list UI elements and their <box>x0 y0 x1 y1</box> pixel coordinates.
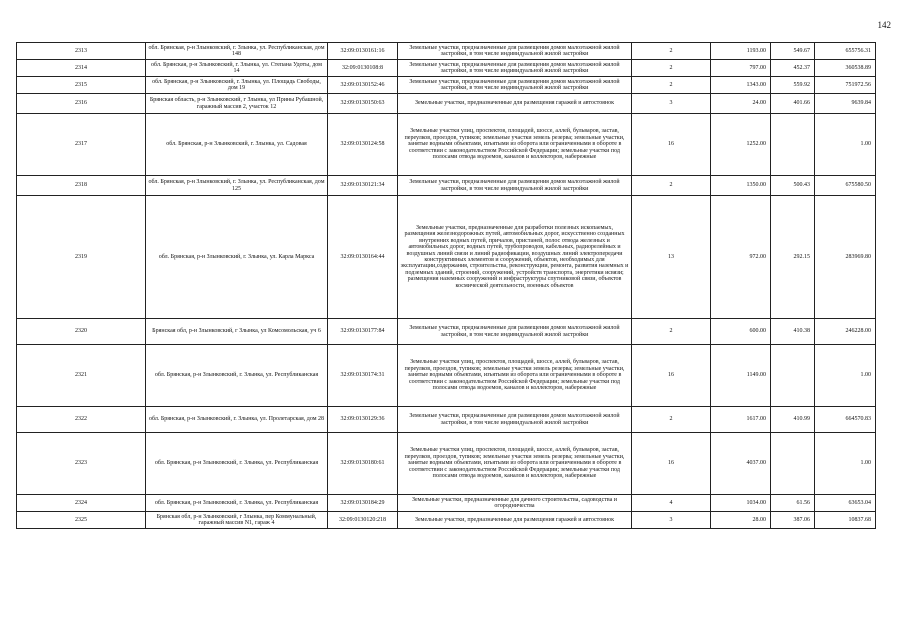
table-row <box>17 60 876 77</box>
table-row <box>17 433 876 495</box>
row-number-cell: 2318 <box>17 176 146 196</box>
cadastral-value-cell: 1.00 <box>815 433 876 495</box>
area-cell: 1350.00 <box>711 176 771 196</box>
table-row <box>17 407 876 433</box>
row-number-cell: 2324 <box>17 495 146 512</box>
specific-value-cell <box>771 345 815 407</box>
land-use-category-cell: Земельные участки, предназначенные для размещения домов малоэтажной жилой застройки, в том числе индивидуальной жилой застройки <box>398 176 632 196</box>
group-number-cell: 13 <box>632 196 711 319</box>
specific-value-cell: 452.37 <box>771 60 815 77</box>
specific-value-cell: 410.99 <box>771 407 815 433</box>
page-number: 142 <box>877 20 891 30</box>
address-cell: Брянская обл, р-н Злынковский, г Злынка, ул Комсомольская, уч 6 <box>146 319 328 345</box>
table-row <box>17 114 876 176</box>
land-use-category-cell: Земельные участки, предназначенные для дачного строительства, садоводства и огородничества <box>398 495 632 512</box>
group-number-cell: 2 <box>632 176 711 196</box>
address-cell: обл. Брянская, р-н Злынковский, г. Злынка, ул. Пролетарская, дом 28 <box>146 407 328 433</box>
specific-value-cell: 500.43 <box>771 176 815 196</box>
specific-value-cell <box>771 114 815 176</box>
address-cell: обл. Брянская, р-н Злынковский, г. Злынка, ул. Республиканская <box>146 345 328 407</box>
row-number-cell: 2320 <box>17 319 146 345</box>
address-cell: обл. Брянская, р-н Злынковский, г. Злынка, ул. Республиканская <box>146 495 328 512</box>
cadastral-value-cell: 675580.50 <box>815 176 876 196</box>
cadastral-number-cell: 32:09:0130150:63 <box>328 94 398 114</box>
group-number-cell: 2 <box>632 77 711 94</box>
cadastral-number-cell: 32:09:0130184:29 <box>328 495 398 512</box>
land-use-category-cell: Земельные участки, предназначенные для разработки полезных ископаемых, размещения железнодорожных путей, автомобильных дорог, искусственно созданных внутренних водных путей, причалов, пристаней, полос отвода железных и автомобильных дорог, водных путей, трубопроводов, кабельных, радиорелейных и воздушных линий связи и линий радиофикации, воздушных линий электропередачи конструктивных элементов и сооружений, объектов, необходимых для эксплуатации,содержания, строительства, реконструкции, ремонта, развития наземных и подземных зданий, строений, сооружений, устройств транспорта, энергетики исвязи; размещения наземных сооружений и инфраструктуры спутниковой связи, объектов космической деятельности, военных объектов <box>398 196 632 319</box>
group-number-cell: 2 <box>632 319 711 345</box>
area-cell: 1617.00 <box>711 407 771 433</box>
cadastral-value-table <box>16 42 876 529</box>
address-cell: обл. Брянская, р-н Злынковский, г. Злынка, ул. Карла Маркса <box>146 196 328 319</box>
group-number-cell: 2 <box>632 43 711 60</box>
area-cell: 1034.00 <box>711 495 771 512</box>
group-number-cell: 3 <box>632 94 711 114</box>
cadastral-number-cell: 32:09:0130124:58 <box>328 114 398 176</box>
table-row <box>17 319 876 345</box>
row-number-cell: 2322 <box>17 407 146 433</box>
row-number-cell: 2321 <box>17 345 146 407</box>
address-cell: обл. Брянская, р-н Злынковский, г. Злынка, ул. Площадь Свободы, дом 19 <box>146 77 328 94</box>
land-use-category-cell: Земельные участки улиц, проспектов, площадей, шоссе, аллей, бульваров, застав, переулков, проездов, тупиков; земельные участки земель резерва; земельные участки, занятые водными объектами, изъятыми из оборота или ограниченными в обороте в соответствии с законодательством Российской Федерации; земельные участки под полосами отвода водоемов, каналов и коллекторов, набережные <box>398 345 632 407</box>
group-number-cell: 4 <box>632 495 711 512</box>
table-row <box>17 176 876 196</box>
table-row <box>17 495 876 512</box>
land-use-category-cell: Земельные участки улиц, проспектов, площадей, шоссе, аллей, бульваров, застав, переулков, проездов, тупиков; земельные участки земель резерва; земельные участки, занятые водными объектами, изъятыми из оборота или ограниченными в обороте в соответствии с законодательством Российской Федерации; земельные участки под полосами отвода водоемов, каналов и коллекторов, набережные <box>398 433 632 495</box>
specific-value-cell: 292.15 <box>771 196 815 319</box>
group-number-cell: 3 <box>632 512 711 529</box>
cadastral-number-cell: 32:09:0130177:84 <box>328 319 398 345</box>
table-row <box>17 196 876 319</box>
row-number-cell: 2316 <box>17 94 146 114</box>
cadastral-value-cell: 10837.68 <box>815 512 876 529</box>
specific-value-cell <box>771 433 815 495</box>
cadastral-value-cell: 1.00 <box>815 345 876 407</box>
area-cell: 1343.00 <box>711 77 771 94</box>
land-use-category-cell: Земельные участки, предназначенные для размещения гаражей и автостоянок <box>398 94 632 114</box>
cadastral-value-cell: 63653.04 <box>815 495 876 512</box>
specific-value-cell: 410.38 <box>771 319 815 345</box>
row-number-cell: 2315 <box>17 77 146 94</box>
table-row <box>17 43 876 60</box>
area-cell: 1252.00 <box>711 114 771 176</box>
cadastral-number-cell: 32:09:0130164:44 <box>328 196 398 319</box>
land-use-category-cell: Земельные участки, предназначенные для размещения домов малоэтажной жилой застройки, в том числе индивидуальной жилой застройки <box>398 407 632 433</box>
cadastral-number-cell: 32:09:0130121:34 <box>328 176 398 196</box>
table-row <box>17 94 876 114</box>
cadastral-number-cell: 32:09:0130161:16 <box>328 43 398 60</box>
cadastral-number-cell: 32:09:0130120:218 <box>328 512 398 529</box>
group-number-cell: 16 <box>632 114 711 176</box>
address-cell: Брянская обл, р-н Злынковский, г Злынка, пер Коммунальный, гаражный массив N1, гараж 4 <box>146 512 328 529</box>
land-use-category-cell: Земельные участки, предназначенные для размещения домов малоэтажной жилой застройки, в том числе индивидуальной жилой застройки <box>398 60 632 77</box>
cadastral-value-cell: 751972.56 <box>815 77 876 94</box>
address-cell: обл. Брянская, р-н Злынковский, г. Злынка, ул. Республиканская, дом 148 <box>146 43 328 60</box>
land-use-category-cell: Земельные участки, предназначенные для размещения гаражей и автостоянок <box>398 512 632 529</box>
specific-value-cell: 401.66 <box>771 94 815 114</box>
area-cell: 1193.00 <box>711 43 771 60</box>
table-row <box>17 77 876 94</box>
row-number-cell: 2323 <box>17 433 146 495</box>
address-cell: обл. Брянская, р-н Злынковский, г. Злынка, ул. Республиканская, дом 125 <box>146 176 328 196</box>
row-number-cell: 2313 <box>17 43 146 60</box>
area-cell: 600.00 <box>711 319 771 345</box>
specific-value-cell: 61.56 <box>771 495 815 512</box>
area-cell: 28.00 <box>711 512 771 529</box>
land-use-category-cell: Земельные участки, предназначенные для размещения домов малоэтажной жилой застройки, в том числе индивидуальной жилой застройки <box>398 77 632 94</box>
group-number-cell: 16 <box>632 433 711 495</box>
land-use-category-cell: Земельные участки, предназначенные для размещения домов малоэтажной жилой застройки, в том числе индивидуальной жилой застройки <box>398 319 632 345</box>
land-use-category-cell: Земельные участки улиц, проспектов, площадей, шоссе, аллей, бульваров, застав, переулков, проездов, тупиков; земельные участки земель резерва; земельные участки, занятые водными объектами, изъятыми из оборота или ограниченными в обороте в соответствии с законодательством Российской Федерации; земельные участки под полосами отвода водоемов, каналов и коллекторов, набережные <box>398 114 632 176</box>
cadastral-value-cell: 664570.83 <box>815 407 876 433</box>
area-cell: 972.00 <box>711 196 771 319</box>
group-number-cell: 2 <box>632 60 711 77</box>
cadastral-value-cell: 9639.84 <box>815 94 876 114</box>
table-row <box>17 512 876 529</box>
cadastral-number-cell: 32:09:0130180:61 <box>328 433 398 495</box>
area-cell: 1149.00 <box>711 345 771 407</box>
cadastral-value-cell: 246228.00 <box>815 319 876 345</box>
address-cell: Брянская область, р-н Злынковский, г Злынка, ул Прины Рубашной, гаражный массив 2, участок 12 <box>146 94 328 114</box>
specific-value-cell: 559.92 <box>771 77 815 94</box>
address-cell: обл. Брянская, р-н Злынковский, г. Злынка, ул. Республиканская <box>146 433 328 495</box>
specific-value-cell: 387.06 <box>771 512 815 529</box>
land-use-category-cell: Земельные участки, предназначенные для размещения домов малоэтажной жилой застройки, в том числе индивидуальной жилой застройки <box>398 43 632 60</box>
area-cell: 4037.00 <box>711 433 771 495</box>
cadastral-value-cell: 655756.31 <box>815 43 876 60</box>
cadastral-value-cell: 283969.80 <box>815 196 876 319</box>
address-cell: обл. Брянская, р-н Злынковский, г. Злынка, ул. Степана Удоты, дом 14 <box>146 60 328 77</box>
cadastral-number-cell: 32:09:0130152:46 <box>328 77 398 94</box>
row-number-cell: 2317 <box>17 114 146 176</box>
cadastral-number-cell: 32:09:0130129:36 <box>328 407 398 433</box>
cadastral-value-cell: 1.00 <box>815 114 876 176</box>
row-number-cell: 2314 <box>17 60 146 77</box>
address-cell: обл. Брянская, р-н Злынковский, г. Злынка, ул. Садовая <box>146 114 328 176</box>
row-number-cell: 2325 <box>17 512 146 529</box>
table-row <box>17 345 876 407</box>
specific-value-cell: 549.67 <box>771 43 815 60</box>
row-number-cell: 2319 <box>17 196 146 319</box>
cadastral-number-cell: 32:09:0130174:31 <box>328 345 398 407</box>
cadastral-value-cell: 360538.89 <box>815 60 876 77</box>
area-cell: 797.00 <box>711 60 771 77</box>
group-number-cell: 2 <box>632 407 711 433</box>
group-number-cell: 16 <box>632 345 711 407</box>
area-cell: 24.00 <box>711 94 771 114</box>
cadastral-number-cell: 32:09:0130108:8 <box>328 60 398 77</box>
